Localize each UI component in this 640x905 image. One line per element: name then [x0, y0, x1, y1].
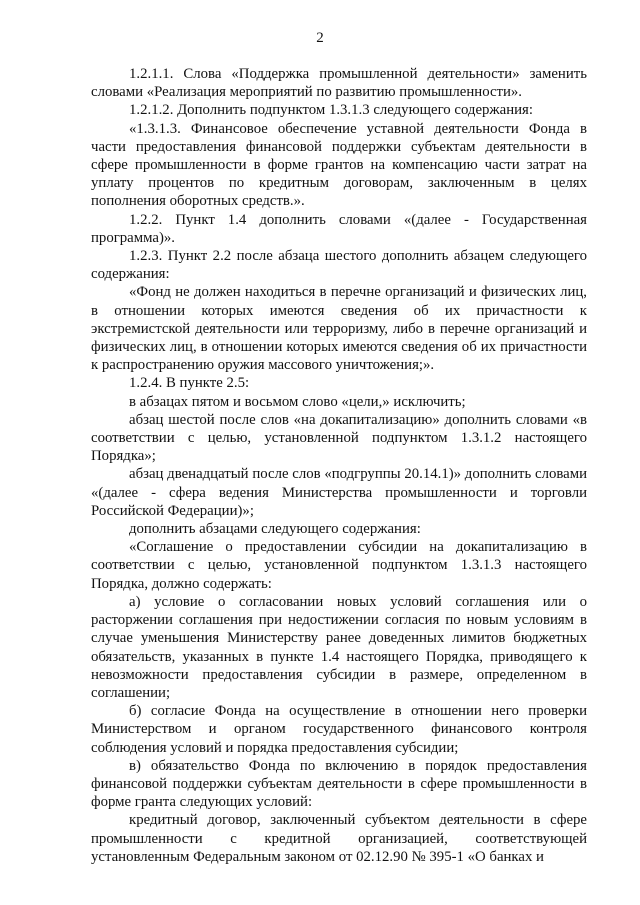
paragraph-agreement: «Соглашение о предоставлении субсидии на докапитализацию в соответствии с целью, установленной подпунктом 1.3.1.3 настоящего Порядка, должно содержать:: [91, 539, 587, 592]
paragraph-fund-requirement: «Фонд не должен находиться в перечне организаций и физических лиц, в отношении которых имеются сведения об их причастности к экстремистской деятельности или терроризму, либо в перечне организаций и физических лиц, в отношении которых имеются сведения об их причастности к распространению оружия массового уничтожения;».: [91, 284, 587, 374]
paragraph-1-2-2: 1.2.2. Пункт 1.4 дополнить словами «(далее - Государственная программа)».: [91, 211, 587, 246]
paragraph-1-2-4: 1.2.4. В пункте 2.5:: [129, 375, 250, 392]
page-number: 2: [316, 30, 324, 46]
paragraph-sixth-abzac: абзац шестой после слов «на докапитализацию» дополнить словами «в соответствии с целью, установленной подпунктом 1.3.1.2 настоящего Порядка»;: [91, 411, 587, 465]
paragraph-quote-1-3-1-3: «1.3.1.3. Финансовое обеспечение уставной деятельности Фонда в части предоставления финансовой поддержки субъектам деятельности в сфере промышленности в форме грантов на компенсацию части затрат на уплату процентов по кредитным договорам, заключенным в целях пополнения оборотных средств.».: [91, 120, 587, 210]
paragraph-add-abzacs: дополнить абзацами следующего содержания:: [129, 521, 421, 538]
paragraph-twelfth-abzac: абзац двенадцатый после слов «подгруппы 20.14.1)» дополнить словами «(далее - сфера ведения Министерства промышленности и торговли Российской Федерации)»;: [91, 466, 587, 519]
paragraph-1-2-1-1: 1.2.1.1. Слова «Поддержка промышленной деятельности» заменить словами «Реализация мероприятий по развитию промышленности».: [91, 66, 587, 101]
document-body: [91, 65, 587, 866]
paragraph-credit-agreement: кредитный договор, заключенный субъектом деятельности в сфере промышленности с кредитной организацией, соответствующей установленным Федеральным законом от 02.12.90 № 395-1 «О банках и: [91, 812, 587, 865]
paragraph-item-b: б) согласие Фонда на осуществление в отношении него проверки Министерством и органом государственного финансового контроля соблюдения условий и порядка предоставления субсидии;: [91, 703, 587, 756]
paragraph-item-a: а) условие о согласовании новых условий соглашения или о расторжении соглашения при недостижении согласия по новым условиям в случае уменьшения Министерству ранее доведенных лимитов бюджетных обязательств, указанных в пункте 1.4 настоящего Порядка, приводящего к невозможности предоставления субсидии в размере, определенном в соглашении;: [91, 593, 587, 701]
paragraph-item-v: в) обязательство Фонда по включению в порядок предоставления финансовой поддержки субъектам деятельности в сфере промышленности в форме гранта следующих условий:: [91, 757, 587, 811]
paragraph-1-2-1-2: 1.2.1.2. Дополнить подпунктом 1.3.1.3 следующего содержания:: [129, 102, 533, 119]
paragraph-exclude-word: в абзацах пятом и восьмом слово «цели,» исключить;: [129, 393, 466, 410]
paragraph-1-2-3: 1.2.3. Пункт 2.2 после абзаца шестого дополнить абзацем следующего содержания:: [91, 248, 587, 283]
